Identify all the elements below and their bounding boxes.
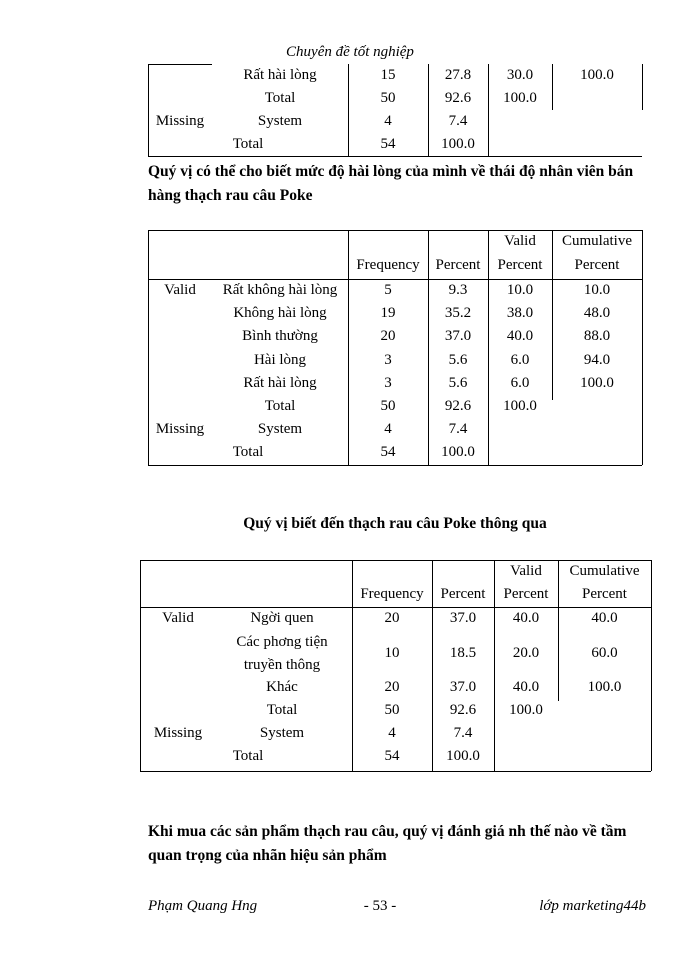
footer-class: lớp marketing44b — [539, 898, 646, 914]
cumulative-percent-cell: 88.0 — [583, 328, 611, 345]
group-label: Valid — [162, 610, 194, 626]
row-label: Total — [266, 702, 298, 718]
frequency-cell: 50 — [384, 702, 400, 718]
valid-percent-cell — [488, 418, 552, 441]
frequency-cell: 19 — [380, 305, 396, 322]
row-label: Bình thường — [242, 328, 318, 345]
valid-percent-cell: 20.0 — [512, 645, 540, 661]
frequency-cell: 4 — [384, 421, 392, 438]
frequency-cell: 20 — [384, 610, 400, 626]
frequency-cell: 5 — [384, 282, 392, 298]
percent-cell: 5.6 — [448, 351, 468, 368]
question-4: Khi mua các sản phẩm thạch rau câu, quý vị đánh giá nh thế nào về tầm quan trọng của nhãn hiệu sản phẩm — [148, 823, 627, 864]
header-valid-percent: Percent — [503, 586, 549, 602]
percent-cell: 37.0 — [444, 328, 472, 345]
percent-cell: 37.0 — [449, 679, 477, 695]
percent-cell: 7.4 — [448, 113, 468, 129]
footer-author: Phạm Quang Hng — [148, 898, 258, 914]
row-label: Các phơng tiện — [236, 634, 328, 650]
header-cumulative: Cumulative — [569, 563, 640, 579]
percent-cell: 7.4 — [453, 725, 473, 741]
frequency-cell: 20 — [380, 328, 396, 345]
cumulative-percent-cell — [558, 722, 651, 745]
cumulative-percent-cell: 100.0 — [580, 374, 614, 391]
frequency-cell: 10 — [384, 645, 400, 661]
percent-cell: 92.6 — [444, 398, 472, 414]
header-frequency: Frequency — [360, 586, 424, 602]
cumulative-percent-cell: 60.0 — [591, 645, 618, 661]
group-label — [148, 302, 212, 325]
group-label — [148, 395, 212, 418]
header-frequency: Frequency — [356, 257, 420, 273]
group-label: Missing — [155, 113, 205, 129]
row-label-line-2: truyền thông — [243, 657, 321, 673]
row-label: System — [257, 113, 303, 129]
row-label: Total — [232, 136, 264, 152]
cumulative-percent-cell: 100.0 — [587, 679, 622, 695]
percent-cell: 100.0 — [441, 444, 475, 461]
row-label: System — [259, 725, 305, 741]
row-label: Khác — [266, 679, 298, 695]
cumulative-percent-cell: 94.0 — [583, 351, 611, 368]
percent-cell: 100.0 — [446, 748, 480, 764]
cumulative-percent-cell — [558, 699, 651, 722]
valid-percent-cell: 40.0 — [506, 328, 534, 345]
header-percent: Percent — [440, 586, 486, 602]
valid-percent-cell: 38.0 — [506, 305, 534, 322]
percent-cell: 7.4 — [448, 421, 468, 438]
row-label: Hài lòng — [253, 351, 307, 368]
cumulative-percent-cell — [558, 745, 651, 768]
row-label: Total — [264, 398, 296, 414]
cumulative-percent-cell: 48.0 — [583, 305, 611, 322]
cumulative-percent-cell — [552, 441, 642, 464]
frequency-cell: 4 — [388, 725, 396, 741]
row-label: Rất không hài lòng — [222, 282, 338, 298]
valid-percent-cell — [494, 722, 558, 745]
frequency-cell: 3 — [384, 374, 392, 391]
header-valid-percent: Percent — [497, 257, 543, 273]
header-cumulative-percent: Percent — [574, 257, 620, 273]
question-2: Quý vị có thể cho biết mức độ hài lòng của mình về thái độ nhân viên bán hàng thạch rau câu Poke — [148, 163, 634, 204]
group-label — [148, 349, 212, 372]
row-label: Không hài lòng — [233, 305, 327, 322]
percent-cell: 5.6 — [448, 374, 468, 391]
group-label: Valid — [164, 282, 196, 298]
percent-cell: 92.6 — [449, 702, 477, 718]
frequency-cell: 54 — [380, 136, 396, 152]
row-label: Rất hài lòng — [243, 67, 317, 83]
percent-cell: 37.0 — [449, 610, 477, 626]
frequency-cell: 54 — [384, 748, 400, 764]
group-label: Missing — [153, 725, 203, 741]
percent-cell: 35.2 — [444, 305, 472, 322]
page-header: Chuyên đề tốt nghiệp — [286, 44, 414, 60]
row-label: Rất hài lòng — [243, 374, 317, 391]
group-label — [140, 676, 216, 699]
valid-percent-cell: 100.0 — [503, 398, 537, 414]
valid-percent-cell: 100.0 — [503, 90, 537, 106]
header-valid: Valid — [510, 563, 542, 579]
valid-percent-cell: 40.0 — [512, 610, 540, 626]
row-label: Ngời quen — [250, 610, 314, 626]
frequency-cell: 54 — [380, 444, 396, 461]
header-percent: Percent — [435, 257, 481, 273]
percent-cell: 92.6 — [444, 90, 472, 106]
valid-percent-cell: 100.0 — [509, 702, 543, 718]
group-label — [148, 372, 212, 395]
header-cumulative-percent: Percent — [582, 586, 627, 602]
frequency-cell: 20 — [384, 679, 400, 695]
valid-percent-cell: 6.0 — [510, 351, 530, 368]
frequency-cell: 50 — [380, 398, 396, 414]
percent-cell: 9.3 — [448, 282, 468, 298]
header-valid: Valid — [504, 233, 536, 249]
valid-percent-cell — [488, 441, 552, 464]
footer-page-number: - 53 - — [363, 898, 397, 914]
valid-percent-cell: 6.0 — [510, 374, 530, 391]
percent-cell: 18.5 — [449, 645, 477, 661]
group-label — [148, 325, 212, 348]
frequency-cell: 4 — [384, 113, 392, 129]
row-label: Total — [232, 444, 264, 461]
valid-percent-cell: 10.0 — [506, 282, 534, 298]
group-label — [140, 631, 216, 654]
question-3: Quý vị biết đến thạch rau câu Poke thông qua — [243, 515, 547, 532]
cumulative-percent-cell — [552, 418, 642, 441]
percent-cell: 100.0 — [441, 136, 475, 152]
row-label: System — [257, 421, 303, 438]
valid-percent-cell: 40.0 — [512, 679, 540, 695]
valid-percent-cell: 30.0 — [506, 67, 534, 83]
group-label: Missing — [155, 421, 205, 438]
valid-percent-cell — [494, 745, 558, 768]
header-cumulative: Cumulative — [562, 233, 632, 249]
group-label — [140, 699, 216, 722]
row-label: Total — [232, 748, 264, 764]
cumulative-percent-cell: 40.0 — [591, 610, 618, 626]
frequency-cell: 50 — [380, 90, 396, 106]
cumulative-percent-cell: 10.0 — [583, 282, 611, 298]
row-label: Total — [264, 90, 296, 106]
cumulative-percent-cell — [552, 395, 642, 418]
frequency-cell: 3 — [384, 351, 392, 368]
percent-cell: 27.8 — [444, 67, 472, 83]
frequency-cell: 15 — [380, 67, 396, 83]
cumulative-percent-cell: 100.0 — [580, 67, 614, 83]
